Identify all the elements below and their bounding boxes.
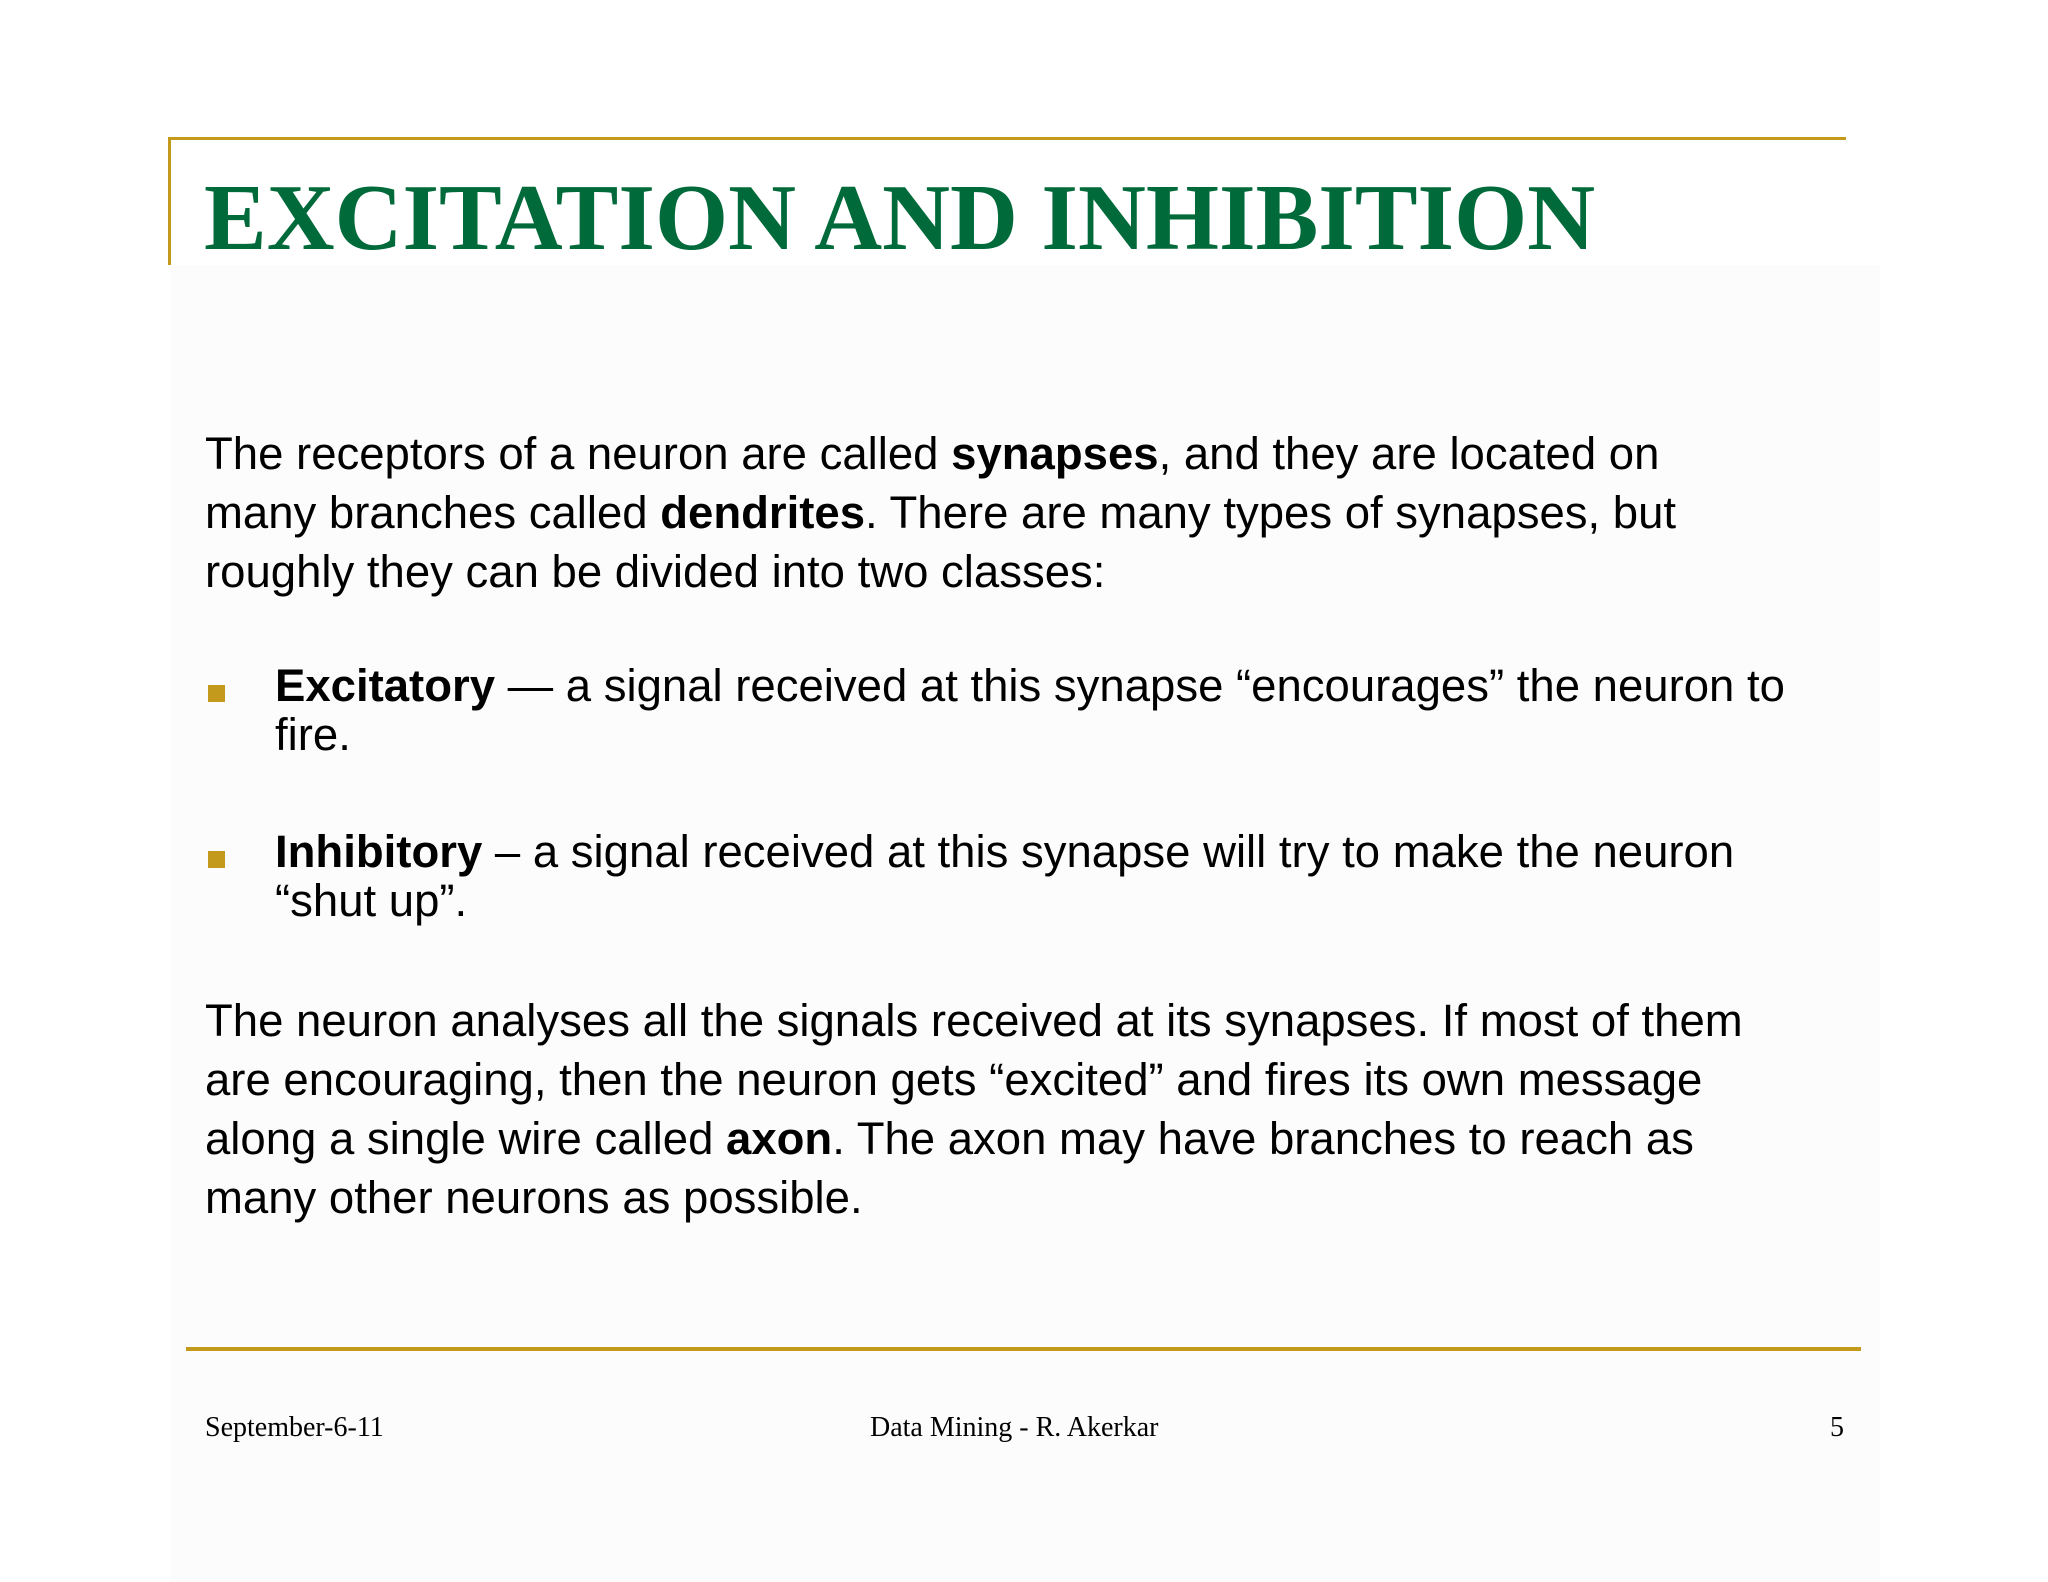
bullet-description: – a signal received at this synapse will try to make the neuron “shut up”.	[275, 826, 1735, 926]
footer-date: September-6-11	[205, 1412, 384, 1443]
term-inhibitory: Inhibitory	[275, 826, 483, 877]
title-rule-top	[168, 137, 1846, 140]
intro-paragraph	[205, 424, 1765, 601]
intro-text-2: , and they are located on many branches called	[205, 428, 1660, 538]
bullet-description: — a signal received at this synapse “encourages” the neuron to fire.	[275, 660, 1785, 760]
term-excitatory: Excitatory	[275, 660, 496, 711]
term-axon: axon	[726, 1113, 833, 1164]
term-dendrites: dendrites	[660, 487, 866, 538]
footer-title: Data Mining - R. Akerkar	[870, 1412, 1159, 1443]
closing-text-2: . The axon may have branches to reach as many other neurons as possible.	[205, 1113, 1694, 1223]
closing-text-1: The neuron analyses all the signals received at its synapses. If most of them are encouraging, then the neuron gets “excited” and fires its own message along a single wire called	[205, 995, 1743, 1164]
slide-title: EXCITATION AND INHIBITION	[204, 166, 1596, 270]
term-synapses: synapses	[951, 428, 1159, 479]
bullet-text	[275, 827, 1795, 925]
square-bullet-icon	[208, 851, 225, 868]
closing-paragraph	[205, 991, 1765, 1227]
square-bullet-icon	[208, 685, 225, 702]
intro-text-1: The receptors of a neuron are called	[205, 428, 952, 479]
page-number: 5	[1830, 1412, 1844, 1443]
bullet-text	[275, 661, 1795, 759]
title-rule-left	[168, 137, 171, 265]
footer-rule	[186, 1347, 1861, 1351]
intro-text-3: . There are many types of synapses, but roughly they can be divided into two classes:	[205, 487, 1677, 597]
